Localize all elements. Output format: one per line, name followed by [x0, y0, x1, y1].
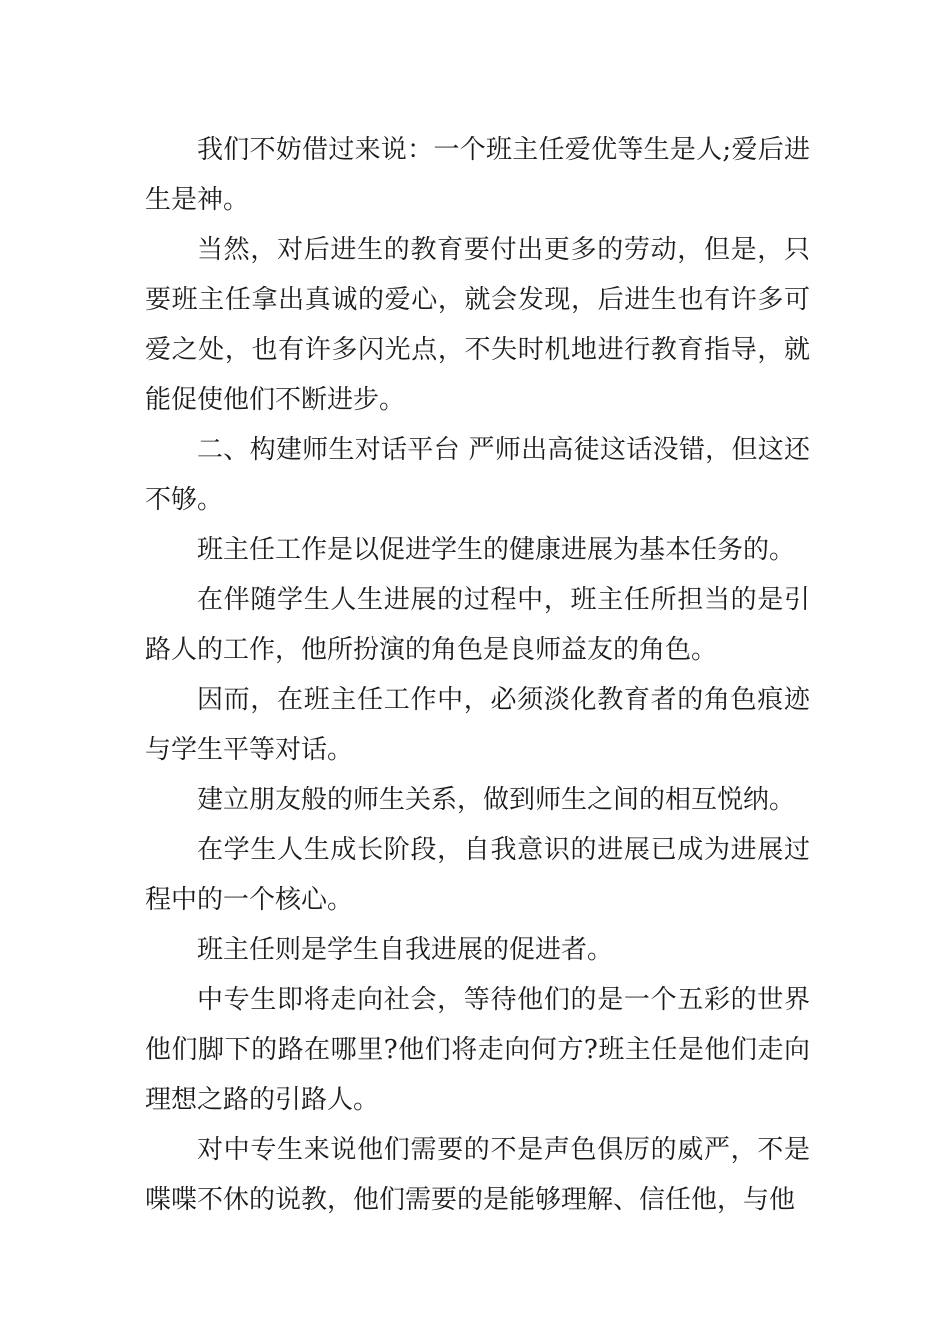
paragraph-11: 对中专生来说他们需要的不是声色俱厉的威严，不是喋喋不休的说教，他们需要的是能够理解、信任他，与他 [145, 1135, 810, 1215]
paragraph-1: 我们不妨借过来说：一个班主任爱优等生是人;爱后进生是神。 [145, 135, 810, 215]
paragraph-4: 班主任工作是以促进学生的健康进展为基本任务的。 [197, 535, 796, 565]
paragraph-8: 在学生人生成长阶段，自我意识的进展已成为进展过程中的一个核心。 [145, 835, 810, 915]
paragraph-10: 中专生即将走向社会，等待他们的是一个五彩的世界他们脚下的路在哪里?他们将走向何方?班主任是他们走向理想之路的引路人。 [145, 985, 810, 1115]
paragraph-2: 当然，对后进生的教育要付出更多的劳动，但是，只要班主任拿出真诚的爱心，就会发现，后进生也有许多可爱之处，也有许多闪光点，不失时机地进行教育指导，就能促使他们不断进步。 [145, 235, 810, 415]
paragraph-7: 建立朋友般的师生关系，做到师生之间的相互悦纳。 [197, 785, 796, 815]
paragraph-6: 因而，在班主任工作中，必须淡化教育者的角色痕迹与学生平等对话。 [145, 685, 810, 765]
paragraph-5: 在伴随学生人生进展的过程中，班主任所担当的是引路人的工作，他所扮演的角色是良师益友的角色。 [145, 585, 810, 665]
document-body [145, 125, 810, 1225]
paragraph-3: 二、构建师生对话平台 严师出高徒这话没错，但这还不够。 [145, 435, 810, 515]
paragraph-9: 班主任则是学生自我进展的促进者。 [197, 935, 614, 965]
